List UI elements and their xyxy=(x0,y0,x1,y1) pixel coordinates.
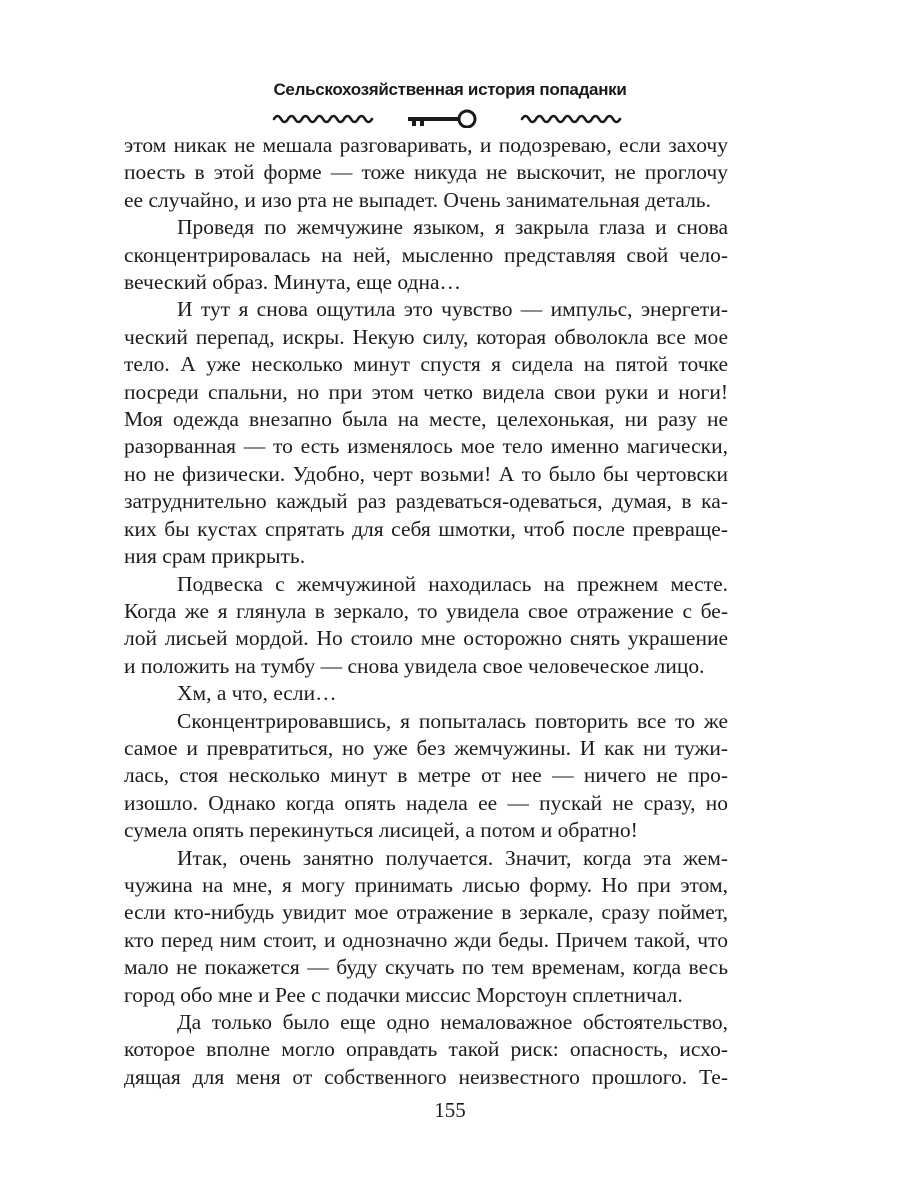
body-text xyxy=(124,132,728,1091)
text-line: Когда же я глянула в зеркало, то увидела свое отражение с бе- xyxy=(124,598,728,623)
text-line: ния срам прикрыть. xyxy=(124,544,306,569)
right-wave-ornament xyxy=(522,116,620,122)
text-line: Итак, очень занятно получается. Значит, когда эта жем- xyxy=(177,845,728,870)
text-line: затруднительно каждый раз раздеваться-одеваться, думая, в ка- xyxy=(124,489,728,514)
text-line: посреди спальни, но при этом четко видела свои руки и ноги! xyxy=(124,379,728,404)
text-line: изошло. Однако когда опять надела ее — пускай не сразу, но xyxy=(124,790,728,815)
text-line: ее случайно, и изо рта не выпадет. Очень занимательная деталь. xyxy=(124,187,711,212)
text-line: самое и превратиться, но уже без жемчужины. И как ни тужи- xyxy=(124,735,728,760)
text-line: Подвеска с жемчужиной находилась на прежнем месте. xyxy=(177,571,728,596)
text-line: и положить на тумбу — снова увидела свое человеческое лицо. xyxy=(124,653,705,678)
text-line: дящая для меня от собственного неизвестного прошлого. Те- xyxy=(124,1064,728,1089)
text-line: этом никак не мешала разговаривать, и подозреваю, если захочу xyxy=(124,133,728,157)
text-line: лой лисьей мордой. Но стоило мне осторожно снять украшение xyxy=(124,626,728,651)
key-ornament-icon xyxy=(270,108,630,128)
text-line: мало не покажется — буду скучать по тем временам, когда весь xyxy=(124,955,728,980)
text-line: Сконцентрировавшись, я попыталась повторить все то же xyxy=(177,708,728,733)
text-line: которое вполне могло оправдать такой риск: опасность, исхо- xyxy=(124,1037,728,1062)
text-line: поесть в этой форме — тоже никуда не выскочит, не проглочу xyxy=(124,160,728,185)
text-line: Моя одежда внезапно была на месте, целехонькая, ни разу не xyxy=(124,407,728,432)
text-line: тело. А уже несколько минут спустя я сидела на пятой точке xyxy=(124,352,728,377)
text-line: но не физически. Удобно, черт возьми! А то было бы чертовски xyxy=(124,461,728,486)
text-line: разорванная — то есть изменялось мое тело именно магически, xyxy=(124,434,728,459)
text-line: город обо мне и Рее с подачки миссис Морстоун сплетничал. xyxy=(124,982,683,1007)
text-line: если кто-нибудь увидит мое отражение в зеркале, сразу поймет, xyxy=(124,900,728,925)
text-line: ких бы кустах спрятать для себя шмотки, чтоб после превраще- xyxy=(124,516,728,541)
key-shape xyxy=(408,111,475,127)
text-line: лась, стоя несколько минут в метре от нее — ничего не про- xyxy=(124,763,728,788)
text-line: кто перед ним стоит, и однозначно жди беды. Причем такой, что xyxy=(124,927,728,952)
text-line: Да только было еще одно немаловажное обстоятельство, xyxy=(177,1010,728,1034)
text-line: сконцентрировалась на ней, мысленно представляя свой чело- xyxy=(124,242,728,267)
text-line: Хм, а что, если… xyxy=(177,681,337,706)
page-number: 155 xyxy=(434,1098,466,1122)
left-wave-ornament xyxy=(274,116,372,122)
running-title: Сельскохозяйственная история попаданки xyxy=(273,80,627,99)
text-line: сумела опять перекинуться лисицей, а потом и обратно! xyxy=(124,818,638,843)
text-line: веческий образ. Минута, еще одна… xyxy=(124,270,461,295)
text-line: И тут я снова ощутила это чувство — импульс, энергети- xyxy=(177,297,728,322)
text-line: Проведя по жемчужине языком, я закрыла глаза и снова xyxy=(177,215,728,240)
text-line: чужина на мне, я могу принимать лисью форму. Но при этом, xyxy=(124,872,728,897)
text-line: ческий перепад, искры. Некую силу, которая обволокла все мое xyxy=(124,324,728,349)
